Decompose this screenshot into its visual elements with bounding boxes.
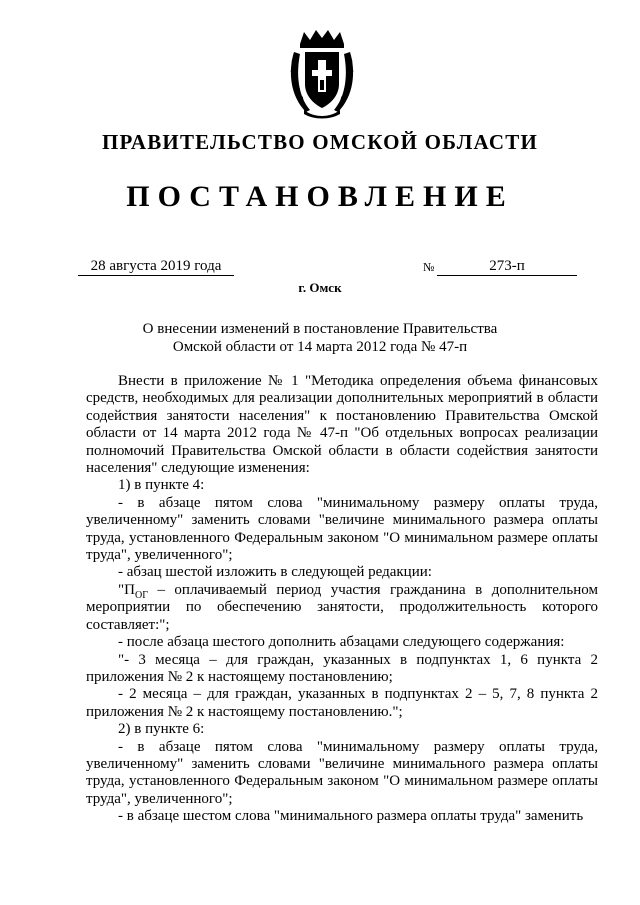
document-number: 273-п [437,258,577,276]
formula-subscript: ОГ [134,589,148,601]
formula-definition: – оплачиваемый период участия гражданина в дополнительном мероприятии по обеспечению занятости, продолжительность которого составляет:"; [86,581,598,633]
body-paragraph: 2) в пункте 6: [118,721,205,738]
number-sign: № [423,260,435,274]
document-subject [120,320,520,356]
body-paragraph: Внести в приложение № 1 "Методика определения объема финансовых средств, необходимых для реализации дополнительных мероприятий в области содействия занятости населения" к постановлению Правительства Омской области от 14 марта 2012 года № 47-п "Об отдельных вопросах реализации полномочий Правительства Омской области в области содействия занятости населения" следующие изменения: [86,373,598,477]
omsk-coat-of-arms-emblem [288,26,356,120]
organization-title: ПРАВИТЕЛЬСТВО ОМСКОЙ ОБЛАСТИ [101,130,538,154]
body-paragraph: - 2 месяца – для граждан, указанных в подпунктах 2 – 5, 7, 8 пункта 2 приложения № 2 к настоящему постановлению."; [86,686,598,720]
body-paragraph: - в абзаце пятом слова "минимальному размеру оплаты труда, увеличенному" заменить словами "величине минимального размера оплаты труда, установленного Федеральным законом "О минимальном размере оплаты труда", увеличенного"; [86,494,598,564]
formula-symbol: "П [118,581,135,598]
body-paragraph: - в абзаце пятом слова "минимальному размеру оплаты труда, увеличенному" заменить словами "величине минимального размера оплаты труда, установленного Федеральным законом "О минимальном размере оплаты труда", увеличенного"; [86,738,598,807]
subject-line-2: Омской области от 14 марта 2012 года № 47-п [172,339,468,355]
subject-line-1: О внесении изменений в постановление Правительства [142,321,498,337]
body-paragraph: - в абзаце шестом слова "минимального размера оплаты труда" заменить [118,808,584,825]
body-paragraph [86,582,598,634]
document-city: г. Омск [298,280,342,295]
document-type-title: ПОСТАНОВЛЕНИЕ [126,180,514,213]
body-paragraph: - абзац шестой изложить в следующей редакции: [118,564,432,581]
body-paragraph: "- 3 месяца – для граждан, указанных в подпунктах 1, 6 пункта 2 приложения № 2 к настоящему постановлению; [86,651,598,685]
body-paragraph: - после абзаца шестого дополнить абзацами следующего содержания: [118,634,565,651]
document-date: 28 августа 2019 года [78,258,234,276]
body-paragraph: 1) в пункте 4: [118,477,205,494]
document-body [86,373,598,826]
